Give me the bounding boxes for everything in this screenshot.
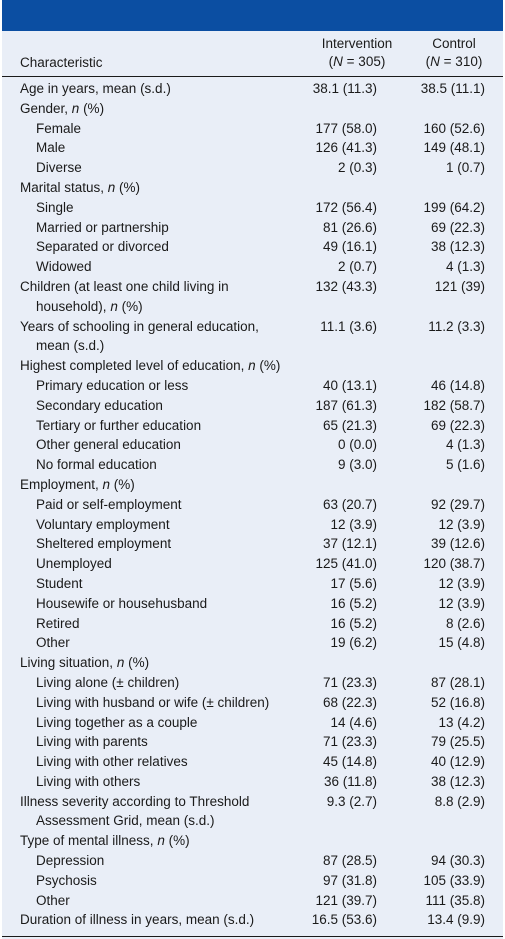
header-rule	[2, 76, 503, 77]
control-value: 160 (52.6)	[423, 120, 485, 136]
row-label-text: Diverse	[36, 160, 82, 176]
table-row	[2, 237, 503, 257]
row-label-text: Years of schooling in general education,	[20, 318, 259, 334]
row-label	[2, 534, 285, 554]
row-label-text: Psychosis	[36, 872, 97, 888]
intervention-value: 65 (21.3)	[322, 417, 377, 433]
control-value: 13.4 (9.9)	[427, 912, 485, 928]
intervention-value: 40 (13.1)	[322, 377, 377, 393]
row-label-text: Paid or self-employment	[36, 496, 182, 512]
control-value: 111 (35.8)	[425, 892, 485, 908]
table-row	[2, 534, 503, 554]
row-label-text: Living with husband or wife (± children)	[36, 694, 270, 710]
row-label-text: Female	[36, 120, 82, 136]
intervention-value: 87 (28.5)	[322, 853, 377, 869]
control-value: 79 (25.5)	[430, 734, 485, 750]
row-label-continuation: household), n (%)	[36, 298, 143, 314]
row-label	[2, 218, 285, 238]
control-value: 13 (4.2)	[438, 714, 485, 730]
intervention-value: 14 (4.6)	[330, 714, 377, 730]
row-label-text: Age in years, mean (s.d.)	[20, 81, 171, 96]
intervention-value	[285, 831, 377, 851]
table-row	[2, 79, 503, 99]
intervention-value: 68 (22.3)	[322, 694, 377, 710]
control-value: 4 (1.3)	[445, 437, 485, 453]
row-label	[2, 673, 285, 693]
row-label	[2, 317, 285, 357]
control-value: 5 (1.6)	[445, 457, 485, 473]
row-label	[2, 713, 285, 733]
intervention-value: 125 (41.0)	[315, 556, 377, 572]
row-label-text: Living with others	[36, 773, 141, 789]
control-value	[395, 653, 503, 673]
control-value: 149 (48.1)	[423, 140, 485, 156]
table-row	[2, 673, 503, 693]
control-value	[395, 178, 503, 198]
row-label-text: Retired	[36, 615, 80, 631]
table-row	[2, 495, 503, 515]
row-label-text: Living with parents	[36, 734, 148, 750]
table-row	[2, 158, 503, 178]
row-label	[2, 633, 285, 653]
row-label	[2, 158, 285, 178]
intervention-value: 187 (61.3)	[315, 397, 377, 413]
row-label	[2, 792, 285, 832]
intervention-value: 12 (3.9)	[330, 516, 377, 532]
row-label-text: Living with other relatives	[36, 754, 188, 770]
table-row	[2, 614, 503, 634]
row-label	[2, 396, 285, 416]
header-control-label: Control	[432, 36, 476, 51]
intervention-value: 172 (56.4)	[315, 199, 377, 215]
header-control	[414, 35, 494, 71]
control-value: 15 (4.8)	[438, 635, 485, 651]
table-row	[2, 198, 503, 218]
row-label-continuation: Assessment Grid, mean (s.d.)	[36, 813, 215, 829]
intervention-value: 71 (23.3)	[322, 734, 377, 750]
row-label-text: Living alone (± children)	[36, 674, 180, 690]
row-label	[2, 376, 285, 396]
table-row	[2, 376, 503, 396]
control-value: 69 (22.3)	[430, 219, 485, 235]
table-row	[2, 831, 503, 851]
control-value: 1 (0.7)	[445, 160, 485, 176]
control-value	[395, 99, 503, 119]
intervention-value	[285, 178, 377, 198]
row-label-text: Employment, n (%)	[20, 476, 135, 492]
control-value: 40 (12.9)	[430, 754, 485, 770]
row-label-text: Living situation, n (%)	[20, 655, 150, 671]
table-row	[2, 416, 503, 436]
row-label	[2, 891, 285, 911]
row-label	[2, 138, 285, 158]
row-label-text: Highest completed level of education, n (%)	[20, 358, 281, 374]
control-value: 12 (3.9)	[438, 516, 485, 532]
intervention-value: 2 (0.7)	[337, 259, 377, 275]
row-label-text: Type of mental illness, n (%)	[20, 833, 190, 849]
row-label	[2, 237, 285, 257]
row-label-text: Children (at least one child living in	[20, 278, 229, 294]
intervention-value: 11.1 (3.6)	[320, 318, 377, 334]
row-label-text: Sheltered employment	[36, 536, 172, 552]
row-label-text: Other	[36, 892, 70, 908]
row-label	[2, 851, 285, 871]
table-row	[2, 455, 503, 475]
control-value: 120 (38.7)	[423, 556, 485, 572]
table-row	[2, 891, 503, 911]
control-value: 182 (58.7)	[423, 397, 485, 413]
intervention-value: 126 (41.3)	[315, 140, 377, 156]
row-label	[2, 198, 285, 218]
intervention-value	[285, 653, 377, 673]
table-row	[2, 633, 503, 653]
control-value: 38 (12.3)	[430, 773, 485, 789]
characteristics-table	[2, 79, 503, 930]
row-label-text: Unemployed	[36, 556, 112, 572]
intervention-value: 17 (5.6)	[330, 575, 377, 591]
table-row	[2, 317, 503, 357]
table-row	[2, 119, 503, 139]
row-label-text: Tertiary or further education	[36, 417, 202, 433]
intervention-value: 9.3 (2.7)	[326, 793, 377, 809]
row-label-text: Housewife or househusband	[36, 595, 208, 611]
control-value: 199 (64.2)	[423, 199, 485, 215]
table-row	[2, 277, 503, 317]
table-row	[2, 99, 503, 119]
table-row	[2, 594, 503, 614]
row-label	[2, 574, 285, 594]
intervention-value: 16 (5.2)	[330, 595, 377, 611]
table-row	[2, 356, 503, 376]
row-label	[2, 119, 285, 139]
row-label-text: Married or partnership	[36, 219, 169, 235]
control-value: 8.8 (2.9)	[434, 793, 485, 809]
row-label	[2, 752, 285, 772]
row-label-text: Living together as a couple	[36, 714, 198, 730]
row-label	[2, 356, 285, 376]
table-row	[2, 574, 503, 594]
row-label	[2, 871, 285, 891]
control-value: 12 (3.9)	[438, 575, 485, 591]
intervention-value: 97 (31.8)	[322, 872, 377, 888]
control-value: 69 (22.3)	[430, 417, 485, 433]
row-label	[2, 495, 285, 515]
row-label-text: Single	[36, 199, 74, 215]
intervention-value	[285, 99, 377, 119]
table-row	[2, 653, 503, 673]
control-value: 39 (12.6)	[430, 536, 485, 552]
row-label	[2, 515, 285, 535]
control-value: 38 (12.3)	[430, 239, 485, 255]
intervention-value: 9 (3.0)	[337, 457, 377, 473]
control-value: 8 (2.6)	[445, 615, 485, 631]
row-label	[2, 79, 285, 99]
intervention-value: 2 (0.3)	[337, 160, 377, 176]
table-row	[2, 732, 503, 752]
intervention-value: 81 (26.6)	[322, 219, 377, 235]
row-label-text: Illness severity according to Threshold	[20, 793, 250, 809]
table-frame	[2, 0, 503, 939]
row-label-text: Other	[36, 635, 70, 651]
row-label	[2, 831, 285, 851]
table-row	[2, 910, 503, 930]
table-row	[2, 218, 503, 238]
row-label	[2, 435, 285, 455]
table-row	[2, 178, 503, 198]
row-label	[2, 772, 285, 792]
control-value: 46 (14.8)	[430, 377, 485, 393]
control-value	[395, 356, 503, 376]
control-value: 38.5 (11.1)	[420, 81, 485, 96]
table-row	[2, 792, 503, 832]
intervention-value: 37 (12.1)	[322, 536, 377, 552]
intervention-value: 16 (5.2)	[330, 615, 377, 631]
control-value	[395, 475, 503, 495]
intervention-value: 71 (23.3)	[322, 674, 377, 690]
row-label-continuation: mean (s.d.)	[36, 338, 105, 354]
intervention-value: 36 (11.8)	[323, 773, 377, 789]
intervention-value	[285, 475, 377, 495]
intervention-value: 0 (0.0)	[337, 437, 377, 453]
intervention-value: 177 (58.0)	[315, 120, 377, 136]
control-value: 105 (33.9)	[423, 872, 485, 888]
control-value	[395, 831, 503, 851]
control-value: 12 (3.9)	[438, 595, 485, 611]
header-control-n: (N = 310)	[425, 54, 483, 69]
row-label-text: Primary education or less	[36, 377, 189, 393]
intervention-value: 19 (6.2)	[330, 635, 377, 651]
header-intervention	[302, 35, 412, 71]
control-value: 11.2 (3.3)	[428, 318, 485, 334]
intervention-value: 132 (43.3)	[315, 278, 377, 294]
row-label-text: Marital status, n (%)	[20, 179, 141, 195]
table-row	[2, 752, 503, 772]
row-label	[2, 416, 285, 436]
row-label	[2, 554, 285, 574]
row-label	[2, 475, 285, 495]
control-value: 94 (30.3)	[430, 853, 485, 869]
table-row	[2, 713, 503, 733]
header-intervention-n: (N = 305)	[328, 54, 386, 69]
intervention-value: 49 (16.1)	[322, 239, 377, 255]
row-label-text: Male	[36, 140, 66, 156]
row-label	[2, 257, 285, 277]
intervention-value: 16.5 (53.6)	[311, 912, 377, 928]
table-row	[2, 851, 503, 871]
bottom-rule	[2, 936, 503, 937]
row-label-text: Duration of illness in years, mean (s.d.)	[20, 912, 255, 928]
table-row	[2, 554, 503, 574]
row-label-text: Widowed	[36, 259, 92, 275]
table-row	[2, 475, 503, 495]
row-label-text: Gender, n (%)	[20, 100, 105, 116]
intervention-value: 38.1 (11.3)	[312, 81, 377, 96]
row-label-text: Secondary education	[36, 397, 163, 413]
row-label	[2, 99, 285, 119]
intervention-value: 63 (20.7)	[322, 496, 377, 512]
table-row	[2, 257, 503, 277]
control-value: 87 (28.1)	[430, 674, 485, 690]
control-value: 121 (39)	[434, 278, 485, 294]
table-row	[2, 396, 503, 416]
row-label	[2, 594, 285, 614]
row-label-text: No formal education	[36, 457, 157, 473]
row-label	[2, 693, 285, 713]
table-row	[2, 138, 503, 158]
row-label	[2, 614, 285, 634]
row-label	[2, 455, 285, 475]
row-label	[2, 910, 285, 930]
header-intervention-label: Intervention	[321, 36, 393, 51]
control-value: 4 (1.3)	[445, 259, 485, 275]
row-label	[2, 178, 285, 198]
table-title-bar	[2, 0, 503, 30]
row-label	[2, 277, 285, 317]
table-row	[2, 871, 503, 891]
table-row	[2, 772, 503, 792]
row-label-text: Voluntary employment	[36, 516, 170, 532]
row-label-text: Student	[36, 575, 83, 591]
table-header	[2, 31, 503, 77]
control-value: 92 (29.7)	[430, 496, 485, 512]
control-value: 52 (16.8)	[430, 694, 485, 710]
row-label-text: Other general education	[36, 437, 181, 453]
table-row	[2, 693, 503, 713]
table-row	[2, 515, 503, 535]
intervention-value: 45 (14.8)	[322, 754, 377, 770]
row-label	[2, 732, 285, 752]
row-label-text: Separated or divorced	[36, 239, 169, 255]
row-label	[2, 653, 285, 673]
intervention-value	[285, 356, 377, 376]
header-characteristic: Characteristic	[20, 55, 103, 70]
row-label-text: Depression	[36, 853, 105, 869]
table-row	[2, 435, 503, 455]
intervention-value: 121 (39.7)	[315, 892, 377, 908]
